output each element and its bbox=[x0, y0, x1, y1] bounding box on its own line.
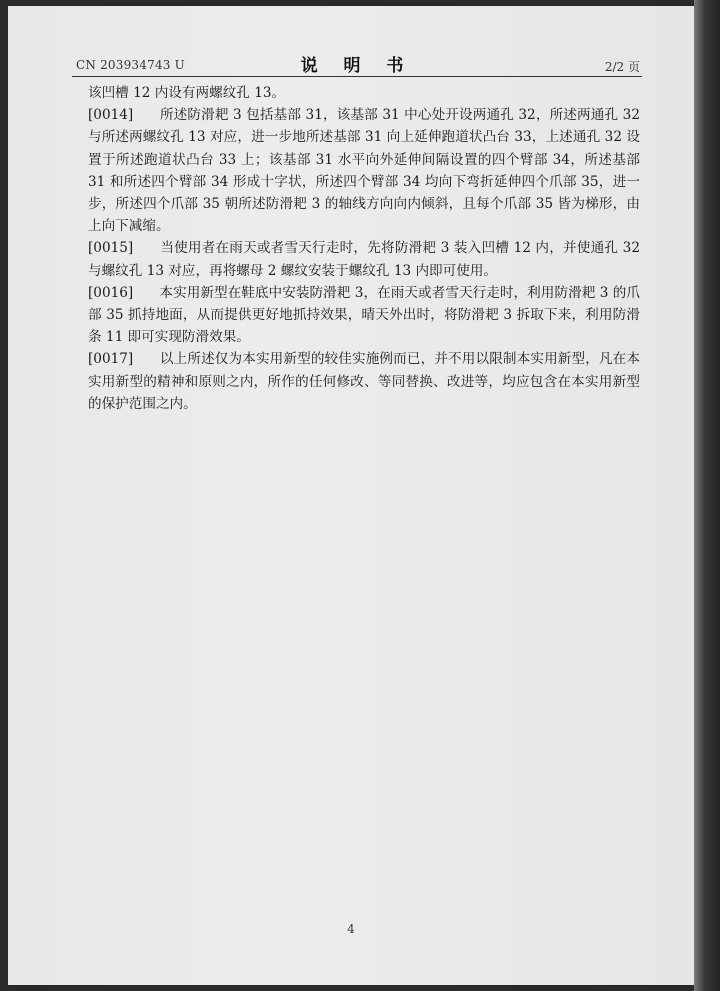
paragraph-text: 当使用者在雨天或者雪天行走时，先将防滑耙 3 装入凹槽 12 内，并使通孔 32 与螺纹孔 13 对应，再将螺母 2 螺纹安装于螺纹孔 13 内即可使用。 bbox=[88, 240, 640, 279]
scan-edge-shadow bbox=[694, 0, 720, 991]
paragraph-number: [0016] bbox=[88, 284, 134, 301]
document-page bbox=[8, 6, 694, 985]
patent-number: CN 203934743 U bbox=[76, 58, 185, 72]
page-header bbox=[72, 50, 642, 77]
paragraph-continuation bbox=[88, 82, 640, 104]
paragraph-0015 bbox=[88, 237, 640, 281]
paragraph-number: [0017] bbox=[88, 351, 134, 368]
paragraph-text: 该凹槽 12 内设有两螺纹孔 13。 bbox=[88, 85, 286, 101]
paragraph-number: [0014] bbox=[88, 107, 134, 124]
paragraph-text: 本实用新型在鞋底中安装防滑耙 3，在雨天或者雪天行走时，利用防滑耙 3 的爪部 35 抓持地面，从而提供更好地抓持效果，晴天外出时，将防滑耙 3 拆取下来，利用防滑条 11 即可实现防滑效果。 bbox=[88, 284, 640, 346]
paragraph-text: 以上所述仅为本实用新型的较佳实施例而已，并不用以限制本实用新型，凡在本实用新型的精神和原则之内，所作的任何修改、等同替换、改进等，均应包含在本实用新型的保护范围之内。 bbox=[88, 351, 641, 412]
paragraph-0014 bbox=[88, 104, 640, 237]
page-number: 4 bbox=[347, 922, 355, 936]
paragraph-0016 bbox=[88, 282, 640, 349]
page-indicator: 2/2 页 bbox=[604, 60, 640, 74]
document-body bbox=[88, 82, 640, 415]
paragraph-0017 bbox=[88, 348, 640, 415]
document-title: 说 明 书 bbox=[300, 56, 414, 76]
paragraph-number: [0015] bbox=[88, 240, 134, 257]
paragraph-text: 所述防滑耙 3 包括基部 31，该基部 31 中心处开设两通孔 32，所述两通孔 32 与所述两螺纹孔 13 对应，进一步地所述基部 31 向上延伸跑道状凸台 33，上述通孔 32 设置于所述跑道状凸台 33 上；该基部 31 水平向外延伸间隔设置的四个臂部 34，所述基部 31 和所述四个臂部 34 形成十字状，所述四个臂部 34 均向下弯折延伸四个爪部 35，进一步，所述四个爪部 35 朝所述防滑耙 3 的轴线方向向内倾斜，且每个爪部 35 皆为梯形，由上向下减缩。 bbox=[88, 107, 640, 235]
